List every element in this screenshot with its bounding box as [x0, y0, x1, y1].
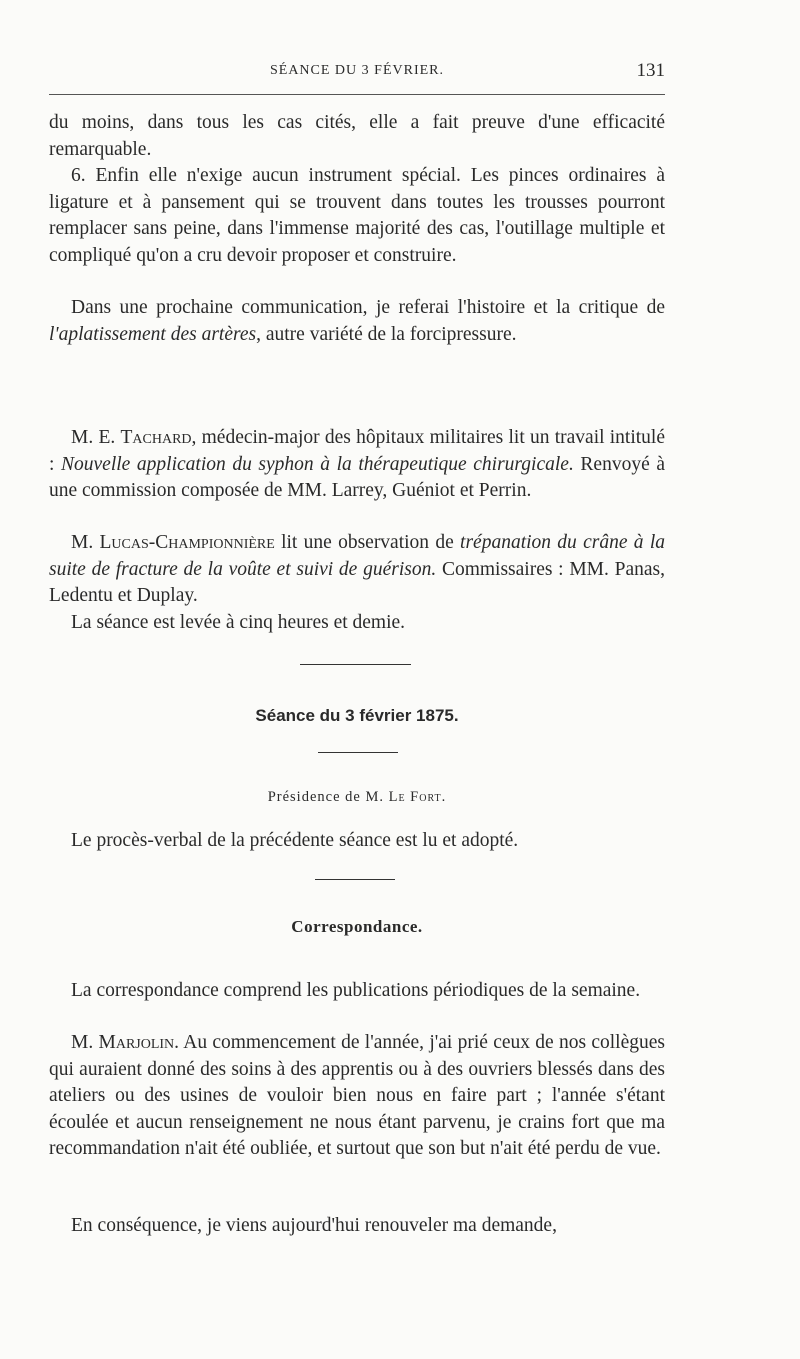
page-header	[49, 60, 665, 84]
text-run: . Au commencement de l'année, j'ai prié ceux de nos collègues qui auraient donné des soins à des apprentis ou à des ouvriers blessés dans des ateliers ou des usines de vouloir bien nous en faire part ; l'année s'étant écoulée et aucun renseignement ne nous étant parvenu, je crains fort que ma recommandation n'ait été oubliée, et surtout que son but n'ait été perdu de vue.	[49, 1032, 665, 1159]
author-name: Lucas-Championnière	[99, 532, 275, 553]
presidency-line	[49, 789, 665, 806]
italic-title: l'aplatissement des artères	[49, 323, 257, 345]
paragraph-continuation: du moins, dans tous les cas cités, elle a fait preuve d'une efficacité remarquable.	[49, 112, 665, 160]
text-run: , médecin-major des hôpitaux militaires lit un travail intitulé :	[49, 427, 666, 475]
paragraph-proces-verbal: Le procès-verbal de la précédente séance est lu et adopté.	[71, 830, 519, 851]
text-run: lit une observation de	[274, 532, 461, 553]
italic-title: Nouvelle application du syphon à la thérapeutique chirurgicale.	[61, 453, 574, 475]
text-run: Dans une prochaine communication, je referai l'histoire et la critique de	[71, 297, 665, 318]
text-run: .	[441, 789, 447, 805]
correspondence-title: Correspondance.	[291, 917, 423, 936]
text-run: M.	[71, 532, 100, 553]
paragraph-tachard	[49, 425, 665, 505]
paragraph-point-6: 6. Enfin elle n'exige aucun instrument spécial. Les pinces ordinaires à ligature et à pansement qui se trouvent dans toutes les trousses pourront remplacer sans peine, dans l'immense majorité des cas, l'outillage multiple et compliqué qu'on a cru devoir proposer et construire.	[49, 165, 665, 266]
paragraph-marjolin	[49, 1030, 665, 1163]
paragraph-seance-levee: La séance est levée à cinq heures et demie.	[71, 612, 406, 633]
paragraph-next-communication	[49, 295, 665, 348]
text-run: Commissaires : MM. Panas, Ledentu et Duplay.	[49, 558, 665, 606]
president-name: Le Fort	[388, 789, 442, 805]
separator-rule	[300, 664, 411, 665]
text-run: , autre variété de la forcipressure.	[256, 323, 517, 345]
text-run: Renvoyé à une commission composée de MM. Larrey, Guéniot et Perrin.	[49, 453, 665, 501]
text-run: M.	[71, 1032, 99, 1053]
paragraph-correspondence: La correspondance comprend les publications périodiques de la semaine.	[71, 980, 641, 1001]
page-number: 131	[636, 60, 665, 81]
separator-rule	[318, 752, 398, 753]
paragraph-en-consequence: En conséquence, je viens aujourd'hui renouveler ma demande,	[71, 1215, 557, 1236]
running-title: SÉANCE DU 3 FÉVRIER.	[269, 63, 444, 78]
author-name: Tachard	[120, 427, 192, 448]
header-rule	[49, 94, 665, 95]
text-run: Présidence de M.	[267, 789, 389, 805]
author-name: Marjolin	[98, 1032, 175, 1053]
session-title: Séance du 3 février 1875.	[255, 706, 459, 725]
separator-rule	[315, 879, 395, 880]
paragraph-lucas-championniere	[49, 530, 665, 610]
italic-title: trépanation du crâne à la suite de fracture de la voûte et suivi de guérison.	[49, 532, 665, 580]
text-run: M. E.	[71, 427, 121, 448]
